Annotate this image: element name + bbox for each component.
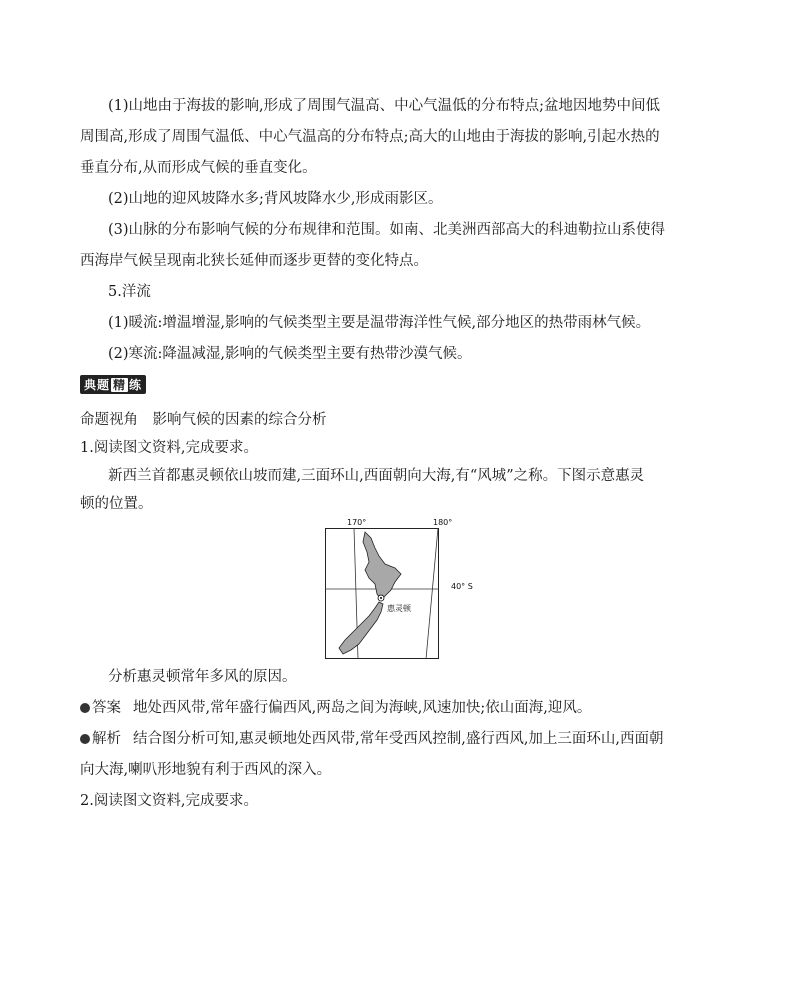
badge-text-2: 精 xyxy=(113,377,127,392)
longitude-label: 180° xyxy=(433,518,453,527)
question-text: 顿的位置。 xyxy=(80,496,153,512)
paragraph-line: 西海岸气候呈现南北狭长延伸而逐步更替的变化特点。 xyxy=(80,253,428,269)
paragraph-line: 周围高,形成了周围气温低、中心气温高的分布特点;高大的山地由于海拔的影响,引起水热的 xyxy=(80,129,660,145)
answer-label: 答案 xyxy=(92,700,121,716)
paragraph-line: 垂直分布,从而形成气候的垂直变化。 xyxy=(80,160,317,176)
question-intro: 1.阅读图文资料,完成要求。 xyxy=(80,440,258,456)
analysis-text: 结合图分析可知,惠灵顿地处西风带,常年受西风控制,盛行西风,加上三面环山,西面朝 xyxy=(133,731,664,747)
analysis-label: 解析 xyxy=(92,731,121,747)
paragraph-line: (3)山脉的分布影响气候的分布规律和范围。如南、北美洲西部高大的科迪勒拉山系使得 xyxy=(108,222,666,238)
latitude-label: 40° S xyxy=(451,582,473,591)
answer-icon xyxy=(80,703,90,713)
analysis-line: 向大海,喇叭形地貌有利于西风的深入。 xyxy=(80,762,332,778)
section-title: 命题视角 影响气候的因素的综合分析 xyxy=(80,412,327,428)
longitude-label: 170° xyxy=(347,518,367,527)
paragraph-line: (1)暖流:增温增湿,影响的气候类型主要是温带海洋性气候,部分地区的热带雨林气候。 xyxy=(108,315,651,331)
city-label: 惠灵顿 xyxy=(387,604,411,613)
badge-text-3: 练 xyxy=(129,377,143,392)
analysis-line xyxy=(80,729,720,749)
paragraph-line: (1)山地由于海拔的影响,形成了周围气温高、中心气温低的分布特点;盆地因地势中间低 xyxy=(108,98,661,114)
analysis-icon xyxy=(80,734,90,744)
section-badge xyxy=(80,375,146,393)
question-text: 新西兰首都惠灵顿依山坡而建,三面环山,西面朝向大海,有“风城”之称。下图示意惠灵 xyxy=(108,468,645,484)
badge-text-1: 典题 xyxy=(84,377,111,392)
answer-line xyxy=(80,698,720,718)
new-zealand-map xyxy=(325,518,473,660)
map-svg xyxy=(325,528,451,670)
question-prompt: 分析惠灵顿常年多风的原因。 xyxy=(108,669,297,685)
section-heading: 5.洋流 xyxy=(108,284,151,300)
paragraph-line: (2)山地的迎风坡降水多;背风坡降水少,形成雨影区。 xyxy=(108,191,443,207)
answer-text: 地处西风带,常年盛行偏西风,两岛之间为海峡,风速加快;依山面海,迎风。 xyxy=(133,700,592,716)
wellington-dot xyxy=(380,597,382,599)
question-intro: 2.阅读图文资料,完成要求。 xyxy=(80,793,258,809)
paragraph-line: (2)寒流:降温减湿,影响的气候类型主要有热带沙漠气候。 xyxy=(108,346,472,362)
